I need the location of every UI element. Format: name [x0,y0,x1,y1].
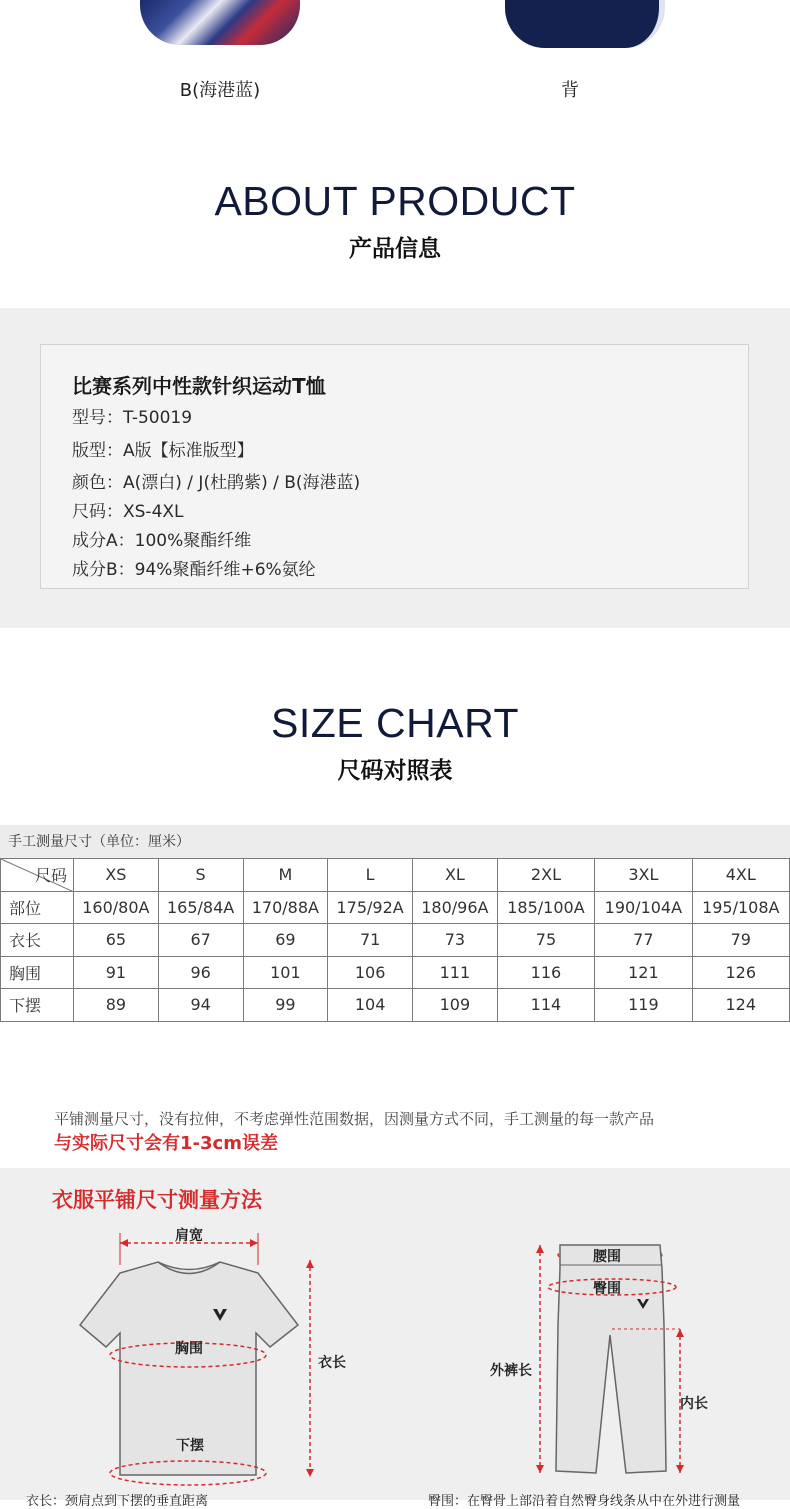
label-outseam: 外裤长 [490,1363,532,1379]
row-label: 胸围 [1,956,74,989]
size-header: L [328,859,413,892]
size-header: 2XL [497,859,594,892]
info-material-b: 成分B：94%聚酯纤维+6%氨纶 [72,560,316,580]
product-image-back [505,0,665,48]
pants-footer-text: 臀围：在臀骨上部沿着自然臀身线条从中在外进行测量 [428,1494,741,1509]
table-cell: 104 [328,989,413,1022]
table-row [1,989,790,1022]
table-cell: 65 [74,924,159,957]
table-cell: 111 [413,956,498,989]
size-header: XS [74,859,159,892]
table-cell: 119 [595,989,692,1022]
size-header: 4XL [692,859,789,892]
size-heading-zh: 尺码对照表 [337,758,453,784]
table-cell: 116 [497,956,594,989]
table-cell: 126 [692,956,789,989]
size-header: 3XL [595,859,692,892]
label-hip: 臀围 [593,1281,621,1297]
note-line-1: 平铺测量尺寸，没有拉伸，不考虑弹性范围数据，因测量方式不同，手工测量的每一款产品 [54,1110,655,1128]
table-cell: 106 [328,956,413,989]
table-cell: 77 [595,924,692,957]
size-header: XL [413,859,498,892]
corner-cell-top: 尺码 [1,859,74,892]
info-material-a: 成分A：100%聚酯纤维 [72,531,252,551]
shirt-footer-text: 衣长：颈肩点到下摆的垂直距离 [26,1494,209,1509]
table-cell: 114 [497,989,594,1022]
spec-cell: 170/88A [243,891,328,924]
table-cell: 121 [595,956,692,989]
row-label: 下摆 [1,989,74,1022]
size-table-caption: 手工测量尺寸（单位：厘米） [0,825,790,858]
spec-cell: 185/100A [497,891,594,924]
spec-cell: 160/80A [74,891,159,924]
info-size: 尺码：XS-4XL [72,502,184,522]
table-cell: 94 [158,989,243,1022]
table-cell: 99 [243,989,328,1022]
label-length: 衣长 [318,1355,346,1371]
corner-cell-bottom: 部位 [1,891,74,924]
table-cell: 89 [74,989,159,1022]
table-cell: 69 [243,924,328,957]
about-heading-en: ABOUT PRODUCT [214,178,576,224]
label-shoulder: 肩宽 [175,1228,203,1244]
spec-cell: 180/96A [413,891,498,924]
table-cell: 91 [74,956,159,989]
note-line-2: 与实际尺寸会有1-3cm误差 [54,1133,278,1154]
table-cell: 79 [692,924,789,957]
label-chest: 胸围 [175,1341,203,1357]
label-inseam: 内长 [680,1396,708,1412]
table-cell: 109 [413,989,498,1022]
table-cell: 67 [158,924,243,957]
table-cell: 71 [328,924,413,957]
info-fit: 版型：A版【标准版型】 [72,441,254,461]
table-row-sizes [1,859,790,892]
label-waist: 腰围 [593,1249,621,1265]
size-header: M [243,859,328,892]
measure-title: 衣服平铺尺寸测量方法 [52,1188,262,1212]
spec-cell: 165/84A [158,891,243,924]
row-label: 衣长 [1,924,74,957]
caption-left: B(海港蓝) [179,80,261,101]
label-hem: 下摆 [176,1438,204,1454]
table-cell: 96 [158,956,243,989]
table-row-specs [1,891,790,924]
size-table [0,858,790,1022]
about-heading-zh: 产品信息 [349,236,441,262]
size-heading-en: SIZE CHART [271,700,519,746]
info-color: 颜色：A(漂白) / J(杜鹃紫) / B(海港蓝) [72,473,361,493]
product-title: 比赛系列中性款针织运动T恤 [72,374,326,398]
table-row [1,924,790,957]
spec-cell: 195/108A [692,891,789,924]
size-header: S [158,859,243,892]
spec-cell: 190/104A [595,891,692,924]
table-cell: 73 [413,924,498,957]
table-cell: 101 [243,956,328,989]
product-image-front [140,0,300,45]
table-cell: 75 [497,924,594,957]
info-model: 型号：T-50019 [72,408,193,428]
pants-diagram [530,1235,710,1500]
table-cell: 124 [692,989,789,1022]
caption-right: 背 [561,80,579,101]
spec-cell: 175/92A [328,891,413,924]
table-row [1,956,790,989]
